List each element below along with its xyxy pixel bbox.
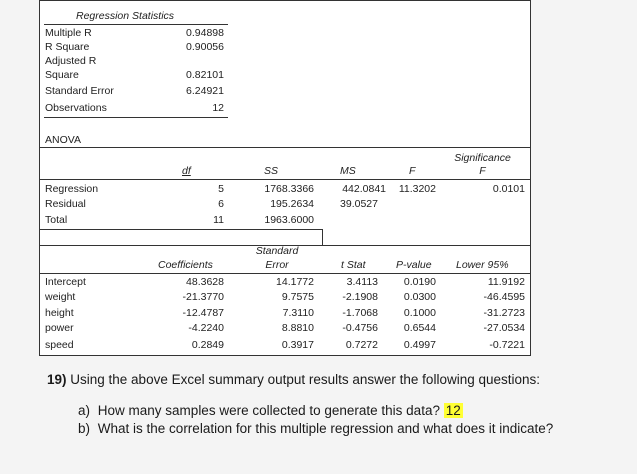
lower-value: -0.7221 (489, 339, 525, 351)
anova-row-label: Regression (45, 183, 99, 195)
question-text: Using the above Excel summary output results answer the following questions: (66, 372, 541, 387)
p-value: 0.0190 (403, 276, 436, 288)
coef-row-label: weight (45, 291, 76, 303)
anova-header-ms: MS (340, 165, 356, 177)
lower-value: -27.0534 (483, 322, 525, 334)
divider (44, 117, 228, 118)
coef-row-label: height (45, 307, 74, 319)
divider (44, 24, 228, 25)
p-value: 0.6544 (403, 322, 436, 334)
coef-value: -21.3770 (182, 291, 224, 303)
lower-value: 11.9192 (487, 276, 525, 288)
anova-ms: 39.0527 (340, 198, 378, 210)
anova-header-df: df (182, 165, 191, 177)
coef-row-label: power (45, 322, 74, 334)
divider (40, 179, 530, 180)
coef-header-se: Standard (255, 245, 299, 257)
divider (322, 229, 323, 245)
anova-f: 11.3202 (398, 183, 436, 195)
coef-header-lower: Lower 95% (456, 259, 509, 271)
anova-header-sig: Significance (454, 152, 511, 164)
coef-row-label: speed (45, 339, 74, 351)
divider (40, 229, 322, 230)
anova-header-ss: SS (264, 165, 279, 177)
question-b-text: What is the correlation for this multiple regression and what does it indicate? (97, 421, 554, 436)
anova-ss: 195.2634 (270, 198, 314, 210)
coef-value: 48.3628 (186, 276, 224, 288)
t-value: 0.7272 (345, 339, 378, 351)
t-value: -2.1908 (342, 291, 378, 303)
anova-ss: 1963.6000 (264, 214, 314, 226)
regression-statistics-title: Regression Statistics (76, 10, 175, 22)
se-value: 9.7575 (281, 291, 314, 303)
p-value: 0.0300 (403, 291, 436, 303)
question-19 (47, 372, 540, 387)
se-value: 7.3110 (282, 307, 314, 319)
t-value: -1.7068 (342, 307, 378, 319)
stat-label: Square (45, 69, 79, 81)
coef-row-label: Intercept (45, 276, 86, 288)
coef-header-tstat: t Stat (341, 259, 366, 271)
anova-sig: 0.0101 (492, 183, 525, 195)
stat-label: R Square (45, 41, 90, 53)
t-value: 3.4113 (346, 276, 378, 288)
p-value: 0.4997 (403, 339, 436, 351)
stat-value: 0.94898 (186, 27, 224, 39)
se-value: 8.8810 (281, 322, 314, 334)
coef-value: -12.4787 (182, 307, 224, 319)
stat-value: 0.82101 (186, 69, 224, 81)
divider (40, 273, 530, 274)
anova-row-label: Total (45, 214, 68, 226)
stat-label: Adjusted R (45, 55, 97, 67)
anova-row-label: Residual (45, 198, 86, 210)
anova-ss: 1768.3366 (264, 183, 314, 195)
coef-value: 0.2849 (191, 339, 224, 351)
anova-df: 11 (213, 214, 224, 226)
excel-summary-output (39, 0, 531, 356)
anova-header-f: F (409, 165, 416, 177)
lower-value: -46.4595 (483, 291, 525, 303)
question-a (78, 403, 463, 418)
coef-header-se-error: Error (265, 259, 289, 271)
question-a-label: a) (78, 403, 91, 418)
anova-df: 6 (218, 198, 224, 210)
coef-header-coef: Coefficients (158, 259, 213, 271)
se-value: 14.1772 (276, 276, 314, 288)
anova-df: 5 (218, 183, 224, 195)
question-b (78, 421, 553, 436)
stat-label: Multiple R (45, 27, 92, 39)
t-value: -0.4756 (342, 322, 378, 334)
se-value: 0.3917 (281, 339, 314, 351)
question-a-answer: 12 (445, 403, 461, 418)
coef-value: -4.2240 (188, 322, 224, 334)
divider (40, 147, 530, 148)
coef-header-pvalue: P-value (396, 259, 432, 271)
stat-label: Observations (45, 102, 107, 114)
p-value: 0.1000 (403, 307, 436, 319)
anova-title: ANOVA (45, 134, 81, 146)
stat-value: 12 (212, 102, 224, 114)
stat-label: Standard Error (45, 85, 114, 97)
question-number: 19) (47, 372, 67, 387)
anova-ms: 442.0841 (342, 183, 386, 195)
lower-value: -31.2723 (483, 307, 525, 319)
question-a-text: How many samples were collected to generate this data? (97, 403, 440, 418)
question-b-label: b) (78, 421, 91, 436)
stat-value: 6.24921 (186, 85, 224, 97)
anova-header-sig-f: F (479, 165, 486, 177)
stat-value: 0.90056 (186, 41, 224, 53)
